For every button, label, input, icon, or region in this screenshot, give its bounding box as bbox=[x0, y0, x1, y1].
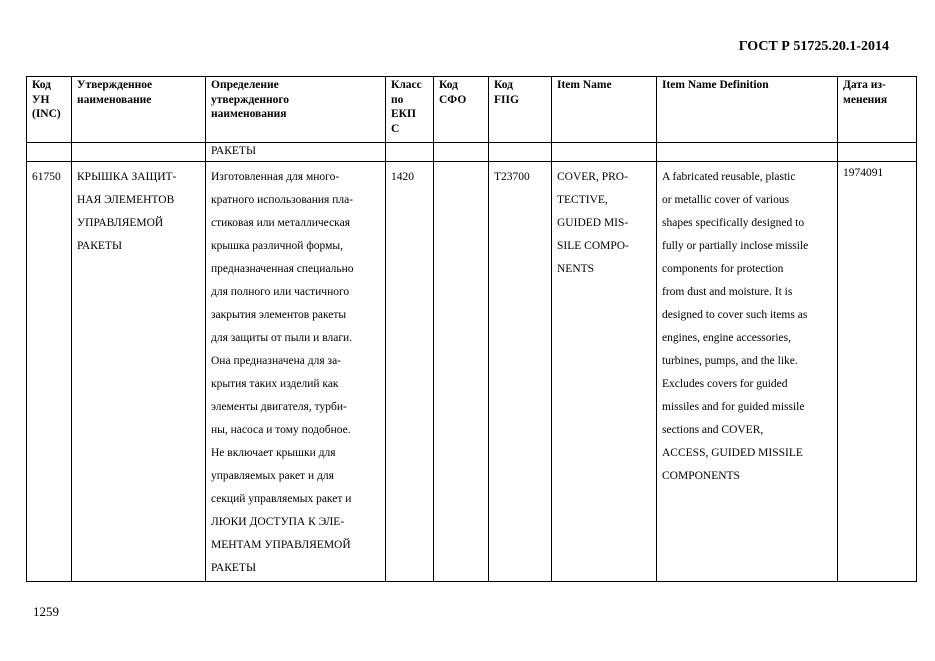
cell bbox=[657, 143, 838, 162]
text-line: designed to cover such items as bbox=[662, 309, 808, 321]
header-approved-name bbox=[72, 77, 206, 143]
cell bbox=[72, 143, 206, 162]
text-line: управляемых ракет и для bbox=[211, 470, 334, 482]
text-line: COVER, PRO- bbox=[557, 171, 628, 183]
inc-code: 61750 bbox=[27, 162, 72, 582]
text-line: Excludes covers for guided bbox=[662, 378, 788, 390]
text-line: engines, engine accessories, bbox=[662, 332, 792, 344]
text-line: components for protection bbox=[662, 263, 784, 275]
header-line: Item Name bbox=[557, 79, 612, 91]
text-line: для защиты от пыли и влаги. bbox=[211, 332, 353, 344]
text-line: ACCESS, GUIDED MISSILE bbox=[662, 447, 803, 459]
text-line: fully or partially inclose missile bbox=[662, 240, 809, 252]
header-line: (INC) bbox=[32, 108, 61, 120]
cell bbox=[838, 143, 917, 162]
cell bbox=[489, 143, 552, 162]
header-line: С bbox=[391, 122, 400, 135]
header-inc bbox=[27, 77, 72, 143]
text-line: turbines, pumps, and the like. bbox=[662, 355, 798, 367]
header-item-name bbox=[552, 77, 657, 143]
header-line: Утвержденное bbox=[77, 79, 153, 91]
header-line: Код bbox=[32, 79, 52, 91]
header-definition bbox=[206, 77, 386, 143]
header-line: наименование bbox=[77, 93, 152, 106]
text-line: NENTS bbox=[557, 263, 595, 275]
text-line: РАКЕТЫ bbox=[77, 240, 122, 252]
catalog-table bbox=[26, 76, 917, 582]
header-row bbox=[27, 77, 917, 143]
class-code: 1420 bbox=[386, 162, 434, 582]
text-line: Не включает крышки для bbox=[211, 447, 336, 459]
header-line: Определение bbox=[211, 79, 279, 91]
text-line: Она предназначена для за- bbox=[211, 355, 341, 367]
continuation-row bbox=[27, 143, 917, 162]
text-line: МЕНТАМ УПРАВЛЯЕМОЙ bbox=[211, 539, 351, 551]
text-line: для полного или частичного bbox=[211, 286, 350, 298]
sfo-code bbox=[434, 162, 489, 582]
text-line: or metallic cover of various bbox=[662, 194, 790, 206]
header-line: Класс bbox=[391, 79, 422, 91]
table-row bbox=[27, 162, 917, 582]
text-line: Изготовленная для много- bbox=[211, 171, 340, 183]
text-line: РАКЕТЫ bbox=[211, 562, 256, 574]
text-line: стиковая или металлическая bbox=[211, 217, 350, 229]
text-line: from dust and moisture. It is bbox=[662, 286, 793, 298]
header-line: УН bbox=[32, 93, 50, 106]
text-line: КРЫШКА ЗАЩИТ- bbox=[77, 171, 177, 183]
cell bbox=[386, 143, 434, 162]
text-line: SILE COMPO- bbox=[557, 240, 629, 252]
header-line: Item Name Definition bbox=[662, 79, 769, 91]
header-item-name-definition bbox=[657, 77, 838, 143]
standard-number: ГОСТ Р 51725.20.1-2014 bbox=[738, 39, 889, 54]
approved-name bbox=[72, 162, 206, 582]
text-line: A fabricated reusable, plastic bbox=[662, 171, 796, 183]
cell bbox=[434, 143, 489, 162]
text-line: закрытия элементов ракеты bbox=[211, 309, 347, 321]
text-line: TECTIVE, bbox=[557, 194, 608, 206]
header-sfo bbox=[434, 77, 489, 143]
text-line: НАЯ ЭЛЕМЕНТОВ bbox=[77, 194, 175, 206]
text-line: ны, насоса и тому подобное. bbox=[211, 424, 351, 436]
header-line: Дата из- bbox=[843, 79, 886, 91]
header-line: наименования bbox=[211, 108, 287, 120]
header-line: Код bbox=[494, 79, 514, 91]
definition bbox=[206, 162, 386, 582]
text-line: sections and COVER, bbox=[662, 424, 764, 436]
text-line: COMPONENTS bbox=[662, 470, 740, 482]
text-line: УПРАВЛЯЕМОЙ bbox=[77, 217, 164, 229]
text-line: GUIDED MIS- bbox=[557, 217, 629, 229]
text-line: крытия таких изделий как bbox=[211, 378, 339, 390]
header-line: менения bbox=[843, 93, 888, 106]
header-change-date bbox=[838, 77, 917, 143]
text-line: кратного использования пла- bbox=[211, 194, 354, 206]
header-fiig bbox=[489, 77, 552, 143]
header-line: FIIG bbox=[494, 93, 519, 106]
fiig-code: T23700 bbox=[489, 162, 552, 582]
item-name bbox=[552, 162, 657, 582]
text-line: shapes specifically designed to bbox=[662, 217, 805, 229]
page-number: 1259 bbox=[33, 604, 59, 619]
text-line: крышка различной формы, bbox=[211, 240, 343, 252]
change-date: 1974091 bbox=[838, 162, 917, 582]
cell bbox=[552, 143, 657, 162]
header-line: СФО bbox=[439, 93, 467, 106]
header-line: Код bbox=[439, 79, 459, 91]
header-line: ЕКП bbox=[391, 108, 416, 120]
item-name-definition bbox=[657, 162, 838, 582]
text-line: missiles and for guided missile bbox=[662, 401, 805, 413]
header-line: утвержденного bbox=[211, 93, 290, 106]
text-line: элементы двигателя, турби- bbox=[211, 401, 347, 413]
text-line: предназначенная специально bbox=[211, 263, 354, 275]
text-line: ЛЮКИ ДОСТУПА К ЭЛЕ- bbox=[211, 516, 345, 528]
continued-definition: РАКЕТЫ bbox=[206, 143, 386, 162]
text-line: секций управляемых ракет и bbox=[211, 493, 352, 505]
header-class bbox=[386, 77, 434, 143]
header-line: по bbox=[391, 93, 404, 106]
cell bbox=[27, 143, 72, 162]
